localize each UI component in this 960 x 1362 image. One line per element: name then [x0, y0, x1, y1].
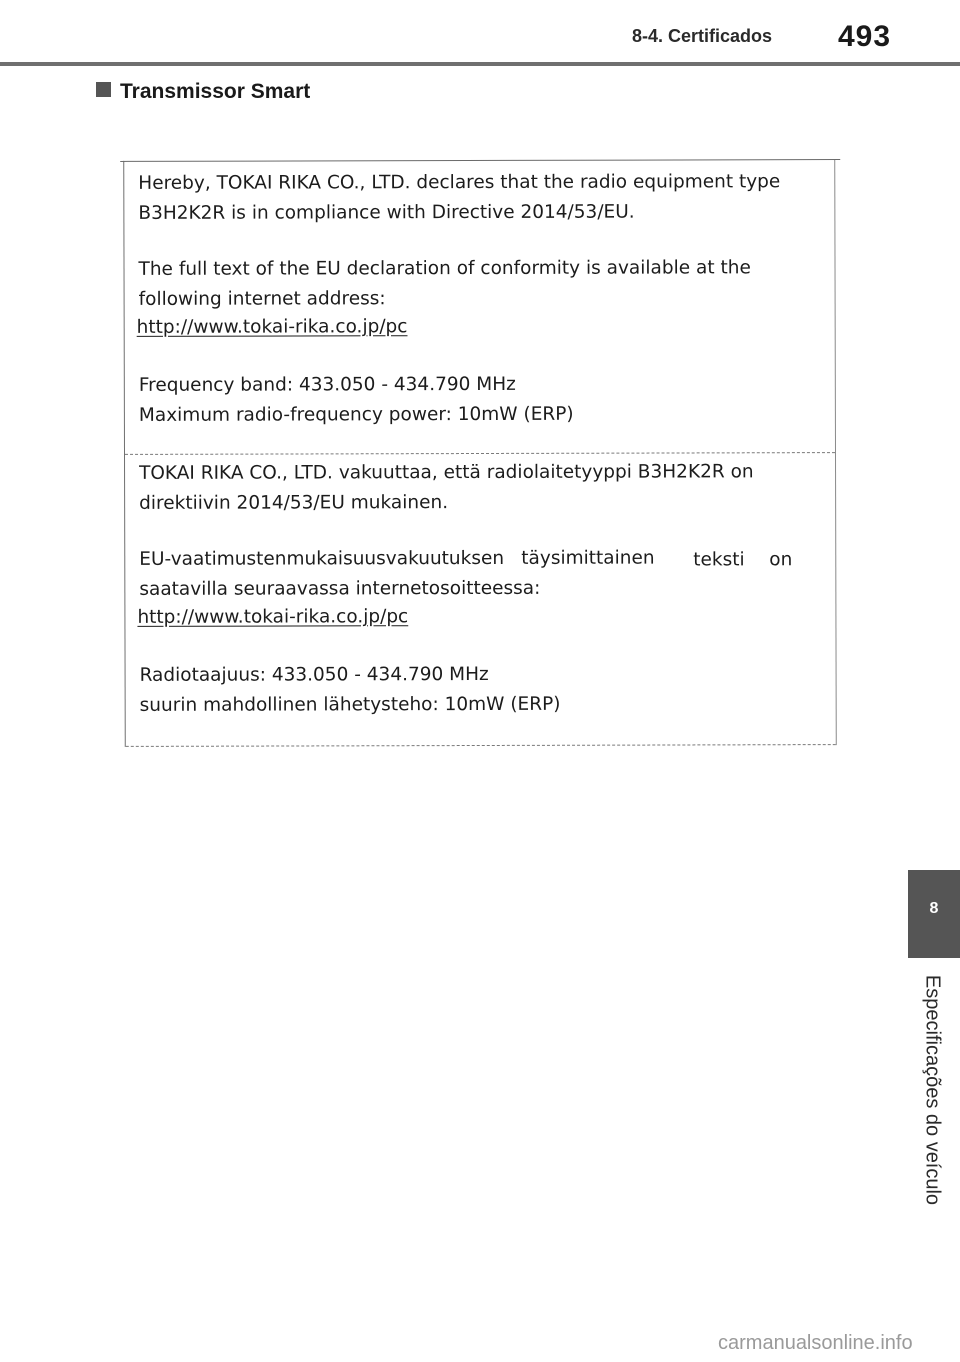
cert-en-frequency: Frequency band: 433.050 - 434.790 MHz	[138, 373, 516, 396]
certificate-divider	[125, 452, 835, 455]
chapter-tab-number: 8	[929, 900, 939, 917]
cert-fi-line-3c: teksti	[693, 549, 745, 571]
cert-fi-line-3a: EU-vaatimustenmukaisuusvakuutuksen	[139, 547, 505, 570]
certificate-scan	[123, 159, 837, 747]
page-number: 493	[838, 20, 892, 53]
watermark: carmanualsonline.info	[718, 1332, 913, 1354]
certificate-top-border	[120, 159, 840, 162]
header-section-title: 8-4. Certificados	[632, 26, 773, 46]
cert-fi-line-1: TOKAI RIKA CO., LTD. vakuuttaa, että radiolaitetyyppi B3H2K2R on	[139, 461, 754, 484]
chapter-tab-title: Especificações do veículo	[921, 974, 944, 1206]
cert-fi-line-3b: täysimittainen	[521, 547, 655, 569]
cert-en-line-3: The full text of the EU declaration of conformity is available at the	[138, 257, 751, 280]
cert-fi-power: suurin mahdollinen lähetysteho: 10mW (ERP)	[139, 693, 561, 716]
section-heading-text: Transmissor Smart	[120, 80, 311, 103]
cert-en-line-2: B3H2K2R is in compliance with Directive 2014/53/EU.	[138, 201, 635, 224]
cert-fi-line-3d: on	[769, 549, 793, 571]
cert-en-url: http://www.tokai-rika.co.jp/pc	[136, 316, 408, 338]
cert-fi-line-2: direktiivin 2014/53/EU mukainen.	[139, 492, 449, 514]
certificate-bottom-border	[126, 744, 836, 747]
cert-fi-line-4: saatavilla seuraavassa internetosoitteessa:	[139, 577, 541, 600]
square-bullet-icon	[96, 82, 111, 97]
cert-en-power: Maximum radio-frequency power: 10mW (ERP)	[138, 403, 574, 426]
cert-fi-url: http://www.tokai-rika.co.jp/pc	[137, 606, 409, 628]
cert-fi-frequency: Radiotaajuus: 433.050 - 434.790 MHz	[139, 663, 489, 686]
cert-en-line-4: following internet address:	[138, 288, 386, 310]
cert-en-line-1: Hereby, TOKAI RIKA CO., LTD. declares that the radio equipment type	[138, 171, 781, 194]
section-heading	[96, 80, 310, 104]
header-divider	[0, 62, 960, 66]
